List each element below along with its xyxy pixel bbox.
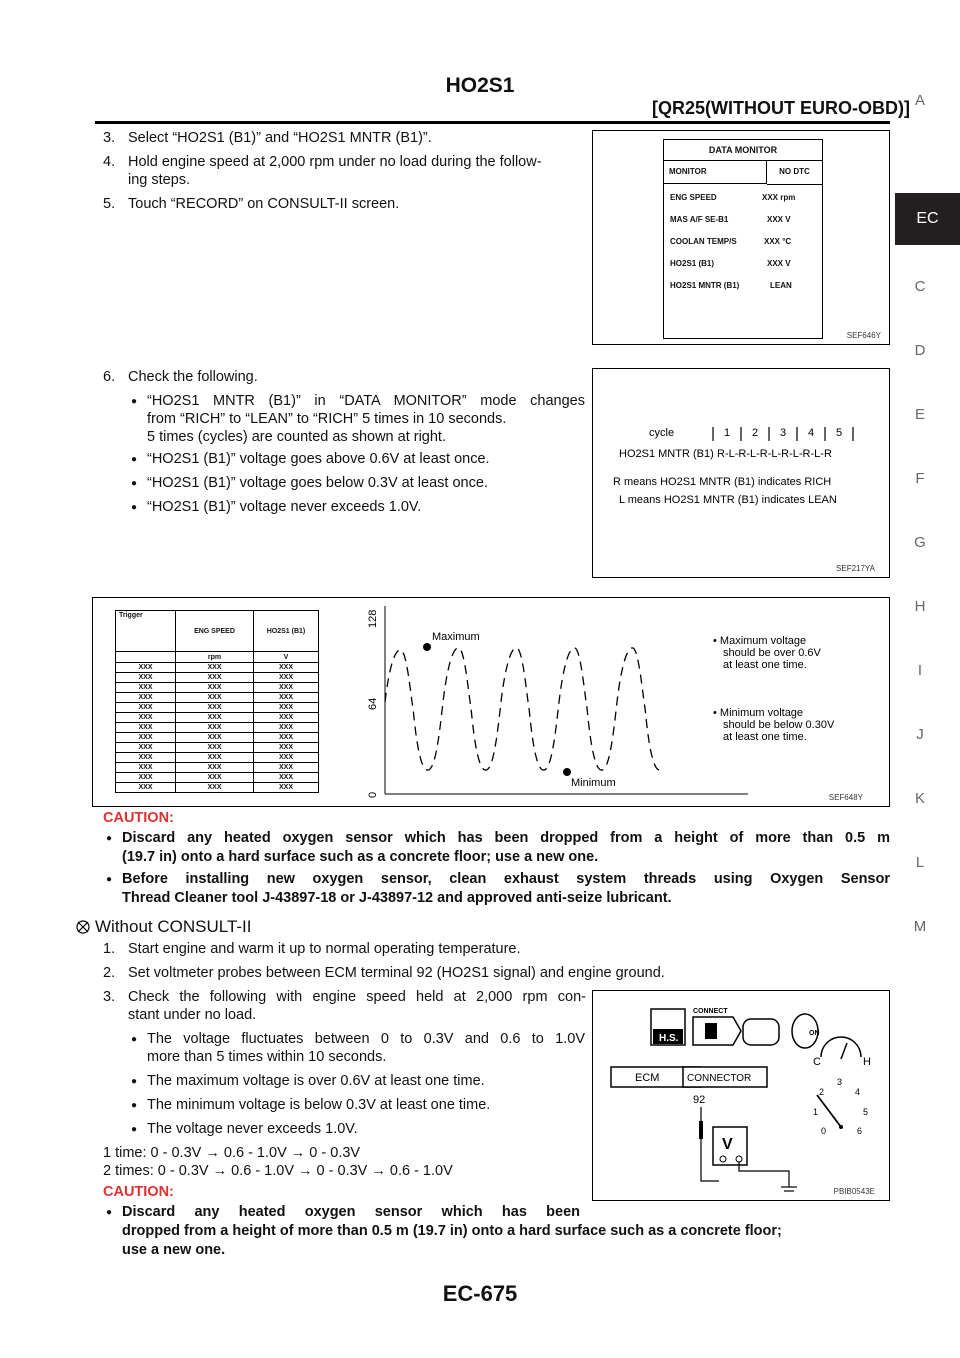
table-cell: XXX xyxy=(116,783,176,793)
y-tick-128: 128 xyxy=(367,609,379,628)
table-cell: XXX xyxy=(254,673,319,683)
voltmeter-v-label: V xyxy=(722,1136,733,1153)
monitor-row-value: LEAN xyxy=(770,281,792,290)
table-cell: XXX xyxy=(254,703,319,713)
voltage-waveform xyxy=(385,648,659,770)
monitor-row-name: ENG SPEED xyxy=(670,193,717,202)
unit-rpm: rpm xyxy=(176,652,254,663)
table-cell: XXX xyxy=(176,723,254,733)
step-6-text: Check the following. xyxy=(128,369,258,385)
table-cell: XXX xyxy=(116,713,176,723)
step-4-text: Hold engine speed at 2,000 rpm under no load during the follow- xyxy=(128,154,542,170)
table-cell: XXX xyxy=(176,743,254,753)
caution2-l1: Discard any heated oxygen sensor which has been xyxy=(122,1204,580,1220)
table-cell: XXX xyxy=(116,673,176,683)
bullet-icon: ● xyxy=(131,502,138,513)
step-5-text: Touch “RECORD” on CONSULT-II screen. xyxy=(128,196,400,212)
monitor-col-nodtc: NO DTC xyxy=(767,160,822,185)
table-cell: XXX xyxy=(176,763,254,773)
side-index-e[interactable]: E xyxy=(914,406,925,423)
s2-step-2-num: 2. xyxy=(103,965,116,981)
caution-item-1-l1: Discard any heated oxygen sensor which has been dropped from a height of more than 0.5 m xyxy=(122,830,890,846)
table-cell: XXX xyxy=(254,733,319,743)
table-cell: XXX xyxy=(176,713,254,723)
cycle-number: 1 xyxy=(724,427,731,439)
monitor-row-name: MAS A/F SE-B1 xyxy=(670,215,729,224)
step-6-num: 6. xyxy=(103,369,116,385)
s2-step-3-text-cont: stant under no load. xyxy=(128,1007,257,1023)
table-cell: XXX xyxy=(176,783,254,793)
table-cell: XXX xyxy=(116,703,176,713)
minimum-point xyxy=(563,768,571,776)
mntr-label: HO2S1 MNTR (B1) xyxy=(619,448,714,460)
voltmeter-diagram xyxy=(593,991,889,1200)
table-cell: XXX xyxy=(176,663,254,673)
check-bullet-1-l2: from “RICH” to “LEAN” to “RICH” 5 times in 10 seconds. xyxy=(147,411,507,427)
note-min-2: should be below 0.30V xyxy=(723,719,835,731)
figure-code: SEF646Y xyxy=(846,331,881,340)
table-cell: XXX xyxy=(116,693,176,703)
ignition-on-label: ON xyxy=(809,1030,820,1037)
monitor-row-value: XXX V xyxy=(767,259,791,268)
engine-icon xyxy=(743,1019,779,1045)
monitor-row-name: COOLAN TEMP/S xyxy=(670,237,737,246)
note-min-1: • Minimum voltage xyxy=(713,707,804,719)
table-cell: XXX xyxy=(116,663,176,673)
tach-needle xyxy=(817,1095,841,1127)
caution-item-2-l2: Thread Cleaner tool J-43897-18 or J-43897-12 and approved anti-seize lubricant. xyxy=(122,890,672,906)
tach-mark: 3 xyxy=(837,1077,843,1087)
table-cell: XXX xyxy=(176,683,254,693)
step-3-text: Select “HO2S1 (B1)” and “HO2S1 MNTR (B1)”. xyxy=(128,130,432,146)
temp-gauge-c: C xyxy=(813,1056,821,1068)
cycle-number: 2 xyxy=(752,427,759,439)
table-cell: XXX xyxy=(116,723,176,733)
times-line-2: 2 times: 0 - 0.3V → 0.6 - 1.0V → 0 - 0.3V → 0.6 - 1.0V xyxy=(103,1163,453,1179)
side-index-c[interactable]: C xyxy=(914,278,926,295)
tach-mark: 0 xyxy=(821,1126,827,1136)
ecm-label: ECM xyxy=(635,1072,660,1084)
bullet-icon: ● xyxy=(131,478,138,489)
section-title: Without CONSULT-II xyxy=(95,917,252,936)
table-cell: XXX xyxy=(254,713,319,723)
bullet-icon: ● xyxy=(131,1076,138,1087)
table-cell: XXX xyxy=(254,663,319,673)
note-lean: L means HO2S1 MNTR (B1) indicates LEAN xyxy=(619,494,837,506)
bullet-icon: ● xyxy=(131,1100,138,1111)
side-index-d[interactable]: D xyxy=(914,342,926,359)
cycle-number: 3 xyxy=(780,427,787,439)
s2-bullet-4: The voltage never exceeds 1.0V. xyxy=(147,1121,358,1137)
side-index-a[interactable]: A xyxy=(914,92,925,109)
figure-code: SEF648Y xyxy=(828,793,863,802)
caution2-l3: use a new one. xyxy=(122,1242,226,1258)
table-cell: XXX xyxy=(254,693,319,703)
bullet-icon: ● xyxy=(106,874,113,885)
table-cell: XXX xyxy=(254,743,319,753)
page-title: HO2S1 xyxy=(445,74,515,97)
mntr-sequence: R-L-R-L-R-L-R-L-R-L-R xyxy=(717,448,832,460)
s2-bullet-1-l2: more than 5 times within 10 seconds. xyxy=(147,1049,387,1065)
note-max-3: at least one time. xyxy=(723,659,807,671)
side-index-m[interactable]: M xyxy=(913,918,927,935)
page-number: EC-675 xyxy=(442,1281,518,1306)
side-index-l[interactable]: L xyxy=(915,854,925,871)
maximum-point xyxy=(423,643,431,651)
table-cell: XXX xyxy=(176,753,254,763)
monitor-row-name: HO2S1 (B1) xyxy=(670,259,715,268)
side-index-j[interactable]: J xyxy=(916,726,924,743)
note-min-3: at least one time. xyxy=(723,731,807,743)
header-rule xyxy=(95,121,890,124)
side-index-f[interactable]: F xyxy=(915,470,925,487)
monitor-title: DATA MONITOR xyxy=(664,140,822,161)
bullet-icon: ● xyxy=(131,396,138,407)
s2-bullet-3: The minimum voltage is below 0.3V at least one time. xyxy=(147,1097,491,1113)
minus-terminal xyxy=(736,1156,742,1162)
table-cell: XXX xyxy=(176,673,254,683)
check-bullet-4: “HO2S1 (B1)” voltage never exceeds 1.0V. xyxy=(147,499,422,515)
figure-cycles xyxy=(592,368,890,578)
side-index-h[interactable]: H xyxy=(914,598,926,615)
s2-step-2-text: Set voltmeter probes between ECM terminal 92 (HO2S1 signal) and engine ground. xyxy=(128,965,665,981)
page-subtitle: [QR25(WITHOUT EURO-OBD)] xyxy=(652,98,910,118)
y-tick-0: 0 xyxy=(367,791,379,798)
monitor-col-monitor: MONITOR xyxy=(664,160,767,184)
bullet-icon: ● xyxy=(106,833,113,844)
table-cell: XXX xyxy=(254,773,319,783)
cycle-label: cycle xyxy=(649,427,675,439)
caution2-label: CAUTION: xyxy=(103,1184,174,1200)
col-trigger: Trigger xyxy=(116,611,176,652)
figure-waveform xyxy=(92,597,890,807)
tach-mark: 4 xyxy=(855,1087,861,1097)
col-ho2s1: HO2S1 (B1) xyxy=(254,611,319,652)
caution-item-1-l2: (19.7 in) onto a hard surface such as a concrete floor; use a new one. xyxy=(122,849,599,865)
temp-gauge-h: H xyxy=(863,1056,871,1068)
tach-mark: 1 xyxy=(813,1107,819,1117)
figure-code: PBIB0543E xyxy=(833,1187,875,1196)
caution-item-2-l1: Before installing new oxygen sensor, clean exhaust system threads using Oxygen Sensor xyxy=(122,871,890,887)
monitor-screen xyxy=(663,139,823,339)
bullet-icon: ● xyxy=(106,1207,113,1218)
bullet-icon: ● xyxy=(131,454,138,465)
s2-step-3-num: 3. xyxy=(103,989,116,1005)
terminal-92-label: 92 xyxy=(693,1094,706,1106)
step-4-text-cont: ing steps. xyxy=(128,172,191,188)
side-index-k[interactable]: K xyxy=(914,790,925,807)
minimum-label: Minimum xyxy=(571,777,616,789)
y-tick-64: 64 xyxy=(367,697,379,710)
s2-step-1-text: Start engine and warm it up to normal operating temperature. xyxy=(128,941,521,957)
s2-bullet-2: The maximum voltage is over 0.6V at least one time. xyxy=(147,1073,485,1089)
s2-step-3-text: Check the following with engine speed held at 2,000 rpm con- xyxy=(128,989,586,1005)
times-line-1: 1 time: 0 - 0.3V → 0.6 - 1.0V → 0 - 0.3V xyxy=(103,1145,361,1161)
monitor-row-value: XXX V xyxy=(767,215,791,224)
figure-data-monitor xyxy=(592,130,890,345)
cycle-number: 5 xyxy=(836,427,843,439)
hs-label: H.S. xyxy=(659,1033,679,1044)
col-eng-speed: ENG SPEED xyxy=(176,611,254,652)
maximum-label: Maximum xyxy=(432,631,480,643)
step-3-num: 3. xyxy=(103,130,116,146)
check-bullet-2: “HO2S1 (B1)” voltage goes above 0.6V at least once. xyxy=(147,451,490,467)
table-cell: XXX xyxy=(116,773,176,783)
table-cell: XXX xyxy=(116,683,176,693)
tach-mark: 6 xyxy=(857,1126,863,1136)
table-cell: XXX xyxy=(176,733,254,743)
waveform-plot xyxy=(93,598,889,806)
table-cell: XXX xyxy=(254,783,319,793)
note-max-1: • Maximum voltage xyxy=(713,635,807,647)
monitor-row-value: XXX °C xyxy=(764,237,792,246)
note-rich: R means HO2S1 MNTR (B1) indicates RICH xyxy=(613,476,832,488)
caution-label: CAUTION: xyxy=(103,810,174,826)
tach-mark: 5 xyxy=(863,1107,869,1117)
check-bullet-3: “HO2S1 (B1)” voltage goes below 0.3V at least once. xyxy=(147,475,488,491)
figure-voltmeter xyxy=(592,990,890,1201)
cycle-number: 4 xyxy=(808,427,815,439)
table-cell: XXX xyxy=(116,753,176,763)
s2-step-1-num: 1. xyxy=(103,941,116,957)
unit-v: V xyxy=(254,652,319,663)
without-consult-icon xyxy=(75,919,91,935)
table-cell: XXX xyxy=(254,753,319,763)
bullet-icon: ● xyxy=(131,1124,138,1135)
table-cell: XXX xyxy=(254,723,319,733)
table-cell: XXX xyxy=(116,733,176,743)
step-5-num: 5. xyxy=(103,196,116,212)
note-max-2: should be over 0.6V xyxy=(723,647,821,659)
step-4-num: 4. xyxy=(103,154,116,170)
table-cell: XXX xyxy=(176,693,254,703)
table-cell: XXX xyxy=(176,773,254,783)
table-cell: XXX xyxy=(254,763,319,773)
connector-plug xyxy=(705,1023,717,1039)
caution2-l2: dropped from a height of more than 0.5 m (19.7 in) onto a hard surface such as a concrete floor; xyxy=(122,1223,782,1239)
connect-label: CONNECT xyxy=(693,1008,728,1015)
side-index-i[interactable]: I xyxy=(917,662,923,679)
temp-gauge-icon xyxy=(821,1037,861,1057)
temp-gauge-needle xyxy=(841,1043,847,1059)
tach-pivot xyxy=(839,1125,843,1129)
tach-mark: 2 xyxy=(819,1087,825,1097)
monitor-row-name: HO2S1 MNTR (B1) xyxy=(670,281,740,290)
monitor-row-value: XXX rpm xyxy=(762,193,796,202)
cycle-diagram xyxy=(593,369,889,577)
probe-tip xyxy=(699,1121,703,1139)
check-bullet-1-l1: “HO2S1 MNTR (B1)” in “DATA MONITOR” mode changes xyxy=(147,393,585,409)
table-cell: XXX xyxy=(176,703,254,713)
side-index-ec-tab[interactable]: EC xyxy=(895,193,960,245)
plus-terminal xyxy=(720,1156,726,1162)
s2-bullet-1-l1: The voltage fluctuates between 0 to 0.3V and 0.6 to 1.0V xyxy=(147,1031,585,1047)
figure-code: SEF217YA xyxy=(836,564,875,573)
connector-label: CONNECTOR xyxy=(687,1073,752,1084)
bullet-icon: ● xyxy=(131,1034,138,1045)
table-cell: XXX xyxy=(254,683,319,693)
check-bullet-1-l3: 5 times (cycles) are counted as shown at right. xyxy=(147,429,446,445)
table-cell: XXX xyxy=(116,763,176,773)
side-index-g[interactable]: G xyxy=(914,534,926,551)
table-cell: XXX xyxy=(116,743,176,753)
